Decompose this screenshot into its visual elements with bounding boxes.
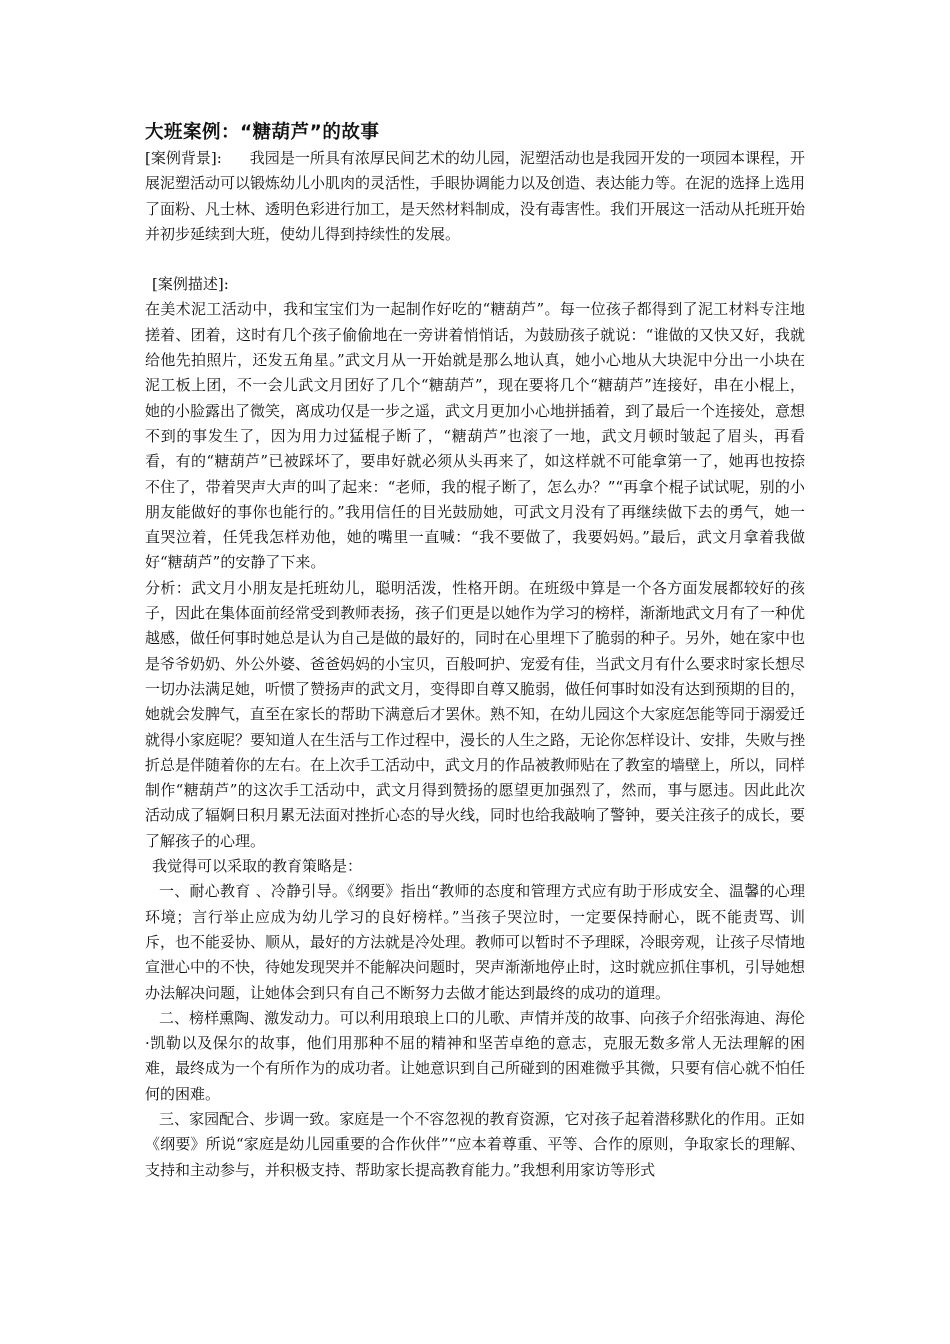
background-label: [案例背景]: bbox=[145, 149, 222, 167]
blank-line bbox=[145, 247, 805, 272]
description-text: 在美术泥工活动中，我和宝宝们为一起制作好吃的“糖葫芦”。每一位孩子都得到了泥工材料专注地搓着、团着，这时有几个孩子偷偷地在一旁讲着悄悄话，为鼓励孩子就说：“谁做的又快又好，我就给他先拍照片，还发五角星。”武文月从一开始就是那么地认真，她小心地从大块泥中分出一小块在泥工板上团，不一会儿武文月团好了几个“糖葫芦”，现在要将几个“糖葫芦”连接好，串在小棍上，她的小脸露出了微笑，离成功仅是一步之遥，武文月更加小心地拼插着，到了最后一个连接处，意想不到的事发生了，因为用力过猛棍子断了，“糖葫芦”也滚了一地，武文月顿时皱起了眉头，再看看，有的“糖葫芦”已被踩坏了，要串好就必须从头再来了，如这样就不可能拿第一了，她再也按捺不住了，带着哭声大声的叫了起来：“老师，我的棍子断了，怎么办？”“再拿个棍子试试呢，别的小朋友能做好的事你也能行的。”我用信任的目光鼓励她，可武文月没有了再继续做下去的勇气，她一直哭泣着，任凭我怎样劝他，她的嘴里一直喊：“我不要做了，我要妈妈。”最后，武文月拿着我做好“糖葫芦”的安静了下来。 bbox=[145, 300, 806, 572]
background-paragraph bbox=[145, 146, 805, 247]
strategy-intro: 我觉得可以采取的教育策略是： bbox=[152, 857, 363, 876]
analysis-paragraph: 分析：武文月小朋友是托班幼儿，聪明活泼，性格开朗。在班级中算是一个各方面发展都较好的孩子，因此在集体面前经常受到教师表扬，孩子们更是以她作为学习的榜样，渐渐地武文月有了一种优越感，做任何事时她总是认为自己是做的最好的，同时在心里埋下了脆弱的种子。另外，她在家中也是爷爷奶奶、外公外婆、爸爸妈妈的小宝贝，百般呵护、宠爱有佳，当武文月有什么要求时家长想尽一切办法满足她，听惯了赞扬声的武文月，变得即自尊又脆弱，做任何事时如没有达到预期的目的，她就会发脾气，直至在家长的帮助下满意后才罢休。熟不知，在幼儿园这个大家庭怎能等同于溺爱迁就得小家庭呢？要知道人在生活与工作过程中，漫长的人生之路，无论你怎样设计、安排，失败与挫折总是伴随着你的左右。在上次手工活动中，武文月的作品被教师贴在了教室的墙壁上，所以，同样制作“糖葫芦”的这次手工活动中，武文月得到赞扬的愿望更加强烈了，然而，事与愿违。因此此次活动成了辐婀日积月累无法面对挫折心态的导火线，同时也给我敲响了警钟，要关注孩子的成长，要了解孩子的心理。 bbox=[145, 578, 806, 850]
document-page bbox=[145, 120, 805, 1183]
strategy-paragraph-3: 三、家园配合、步调一致。家庭是一个不容忽视的教育资源，它对孩子起着潜移默化的作用。正如《纲要》所说“家庭是幼儿园重要的合作伙伴”“应本着尊重、平等、合作的原则，争取家长的理解、支持和主动参与，并积极支持、帮助家长提高教育能力。”我想利用家访等形式 bbox=[145, 1109, 805, 1179]
document-title: 大班案例：“糖葫芦”的故事 bbox=[145, 122, 380, 143]
strategy-paragraph-1: 一、耐心教育 、冷静引导。《纲要》指出“教师的态度和管理方式应有助于形成安全、温馨的心理环境；言行举止应成为幼儿学习的良好榜样。”当孩子哭泣时，一定要保持耐心，既不能责骂、训斥，也不能妥协、顺从，最好的方法就是冷处理。教师可以暂时不予理睬，冷眼旁观，让孩子尽情地宣泄心中的不快，待她发现哭并不能解决问题时，哭声渐渐地停止时，这时就应抓住事机，引导她想办法解决问题，让她体会到只有自己不断努力去做才能达到最终的成功的道理。 bbox=[145, 882, 806, 1002]
strategy-paragraph-2: 二、榜样熏陶、激发动力。可以利用琅琅上口的儿歌、声情并茂的故事、向孩子介绍张海迪、海伦·凯勒以及保尔的故事，他们用那种不屈的精神和坚苦卓绝的意志，克服无数多常人无法理解的困难，最终成为一个有所作为的成功者。让她意识到自己所碰到的困难微乎其微，只要有信心就不怕任何的困难。 bbox=[145, 1008, 806, 1103]
description-label: [案例描述]: bbox=[152, 275, 229, 294]
background-text: 我园是一所具有浓厚民间艺术的幼儿园，泥塑活动也是我园开发的一项园本课程，开展泥塑活动可以锻炼幼儿小肌肉的灵活性，手眼协调能力以及创造、表达能力等。在泥的选择上选用了面粉、凡士林、透明色彩进行加工，是天然材料制成，没有毒害性。我们开展这一活动从托班开始并初步延续到大班，使幼儿得到持续性的发展。 bbox=[145, 149, 806, 243]
